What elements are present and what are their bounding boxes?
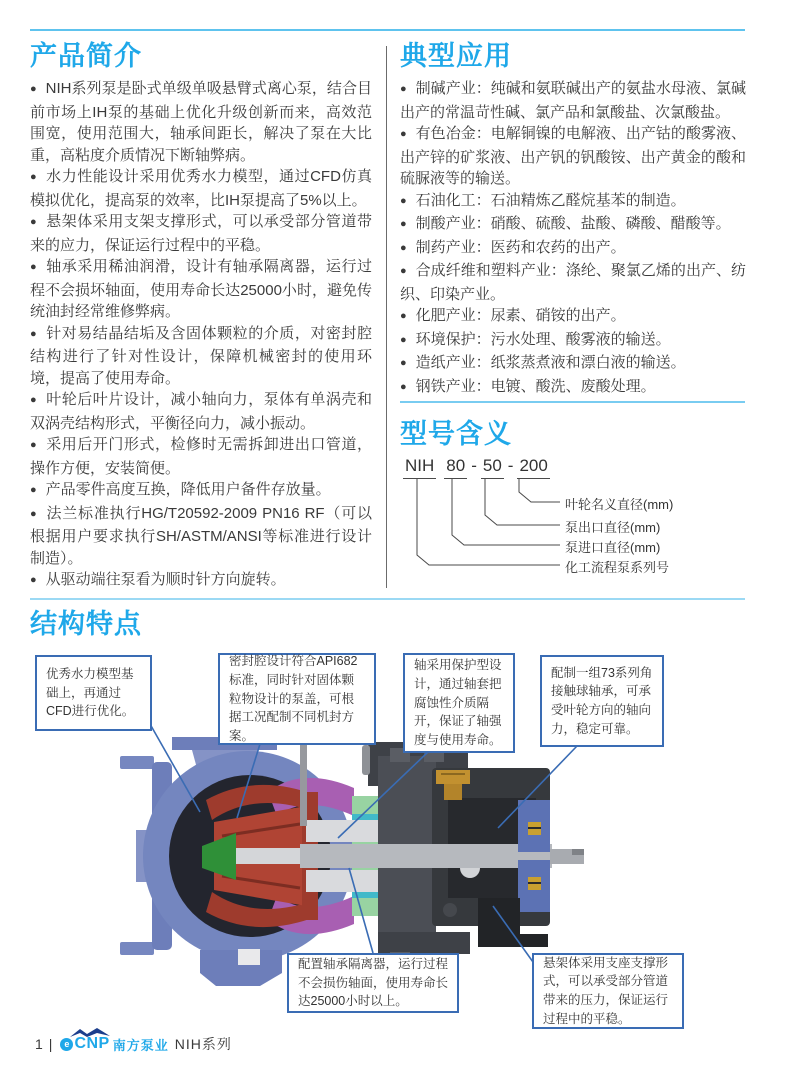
list-item	[30, 323, 372, 390]
bullet-icon: ●	[30, 394, 38, 406]
bullet-text: 水力性能设计采用优秀水力模型，通过CFD仿真模拟优化，提高泵的效率，比IH泵提高了5%以上。	[30, 168, 372, 209]
bullet-text: 采用后开门形式，检修时无需拆卸进出口管道，操作方便，安装简便。	[30, 436, 372, 477]
bullet-icon: ●	[30, 83, 37, 95]
list-item	[400, 237, 746, 261]
bullet-text: 环境保护：污水处理、酸雾液的输送。	[415, 330, 671, 348]
list-item	[400, 123, 746, 190]
footer-separator: |	[48, 1036, 53, 1052]
list-item	[30, 503, 372, 570]
page-number: 1	[35, 1036, 43, 1052]
list-item	[30, 211, 372, 256]
callout-seal-chamber	[218, 653, 376, 745]
callout-hydraulic-model	[35, 655, 152, 731]
section-title-structure: 结构特点	[30, 609, 142, 639]
list-item	[400, 305, 746, 329]
applications-bottom-divider	[400, 401, 745, 403]
model-label-impeller: 叶轮名义直径(mm)	[565, 497, 674, 512]
list-item	[400, 376, 746, 400]
bullet-text: NIH系列泵是卧式单级单吸悬臂式离心泵，结合目前市场上IH泵的基础上优化升级创新而来，高效范围宽，使用范围大，轴承间距长，解决了泵在大比重，高粘度介质情况下断轴弊病。	[30, 80, 372, 164]
bullet-icon: ●	[30, 439, 38, 451]
bullet-icon: ●	[30, 574, 37, 586]
bullet-icon: ●	[400, 83, 407, 95]
page-footer	[35, 1032, 232, 1056]
list-item	[30, 166, 372, 211]
bullet-text: 制酸产业：硝酸、硫酸、盐酸、磷酸、醋酸等。	[415, 215, 731, 232]
cnp-logo	[60, 1035, 168, 1054]
model-label-inlet: 泵进口直径(mm)	[565, 540, 661, 555]
logo-e-icon: e	[60, 1038, 73, 1051]
logo-brand-cn: 南方泵业	[112, 1037, 169, 1053]
product-intro-section	[30, 40, 372, 593]
bullet-icon: ●	[400, 265, 407, 277]
list-item	[400, 329, 746, 353]
bullet-text: 产品零件高度互换，降低用户备件存放量。	[45, 481, 331, 498]
callout-bearing-isolator	[287, 953, 459, 1013]
callout-text: 配制一组73系列角接触球轴承，可承受叶轮方向的轴向力，稳定可靠。	[551, 665, 653, 736]
section-title-intro: 产品简介	[30, 41, 142, 71]
logo-swoosh-icon	[70, 1028, 110, 1037]
logo-brand: CNP	[74, 1035, 110, 1052]
callout-support-frame	[532, 953, 684, 1029]
model-label-series: 化工流程泵系列号	[565, 560, 670, 575]
model-code-separator: -	[507, 456, 514, 475]
list-item	[30, 569, 372, 593]
bullet-icon: ●	[400, 333, 407, 346]
bullet-text: 轴承采用稀油润滑，设计有轴承隔离器，运行过程不会损坏轴面，使用寿命长达25000小时，避免传统油封经常维修弊病。	[30, 258, 372, 320]
bullet-icon: ●	[30, 261, 38, 273]
bullet-icon: ●	[400, 241, 407, 254]
bullet-text: 合成纤维和塑料产业：涤纶、聚氯乙烯的出产、纺织、印染产业。	[400, 262, 746, 303]
intro-bullet-list	[30, 78, 372, 593]
section-title-applications: 典型应用	[400, 41, 512, 71]
list-item	[400, 78, 746, 123]
callout-text: 密封腔设计符合API682标准，同时针对固体颗粒物设计的泵盖，可根据工况配制不同机封方案。	[229, 654, 358, 744]
bullet-icon: ●	[400, 218, 407, 230]
bullet-text: 钢铁产业：电镀、酸洗、废酸处理。	[415, 377, 656, 395]
bullet-icon: ●	[400, 310, 407, 322]
callout-bearings	[540, 655, 664, 747]
section-title-model: 型号含义	[400, 419, 512, 449]
structure-top-divider	[30, 598, 745, 600]
bullet-icon: ●	[400, 357, 407, 369]
model-label-outlet: 泵出口直径(mm)	[565, 520, 661, 535]
model-meaning-section	[400, 418, 746, 588]
bullet-text: 有色冶金：电解铜镍的电解液、出产钴的酸雾液、出产锌的矿浆液、出产钒的钒酸铵、出产黄金的酸和硫脲液等的输送。	[400, 125, 746, 187]
list-item	[30, 256, 372, 323]
series-label: NIH系列	[174, 1036, 232, 1052]
model-code-separator: -	[471, 456, 477, 475]
applications-bullet-list	[400, 78, 746, 399]
callout-text: 配置轴承隔离器，运行过程不会损伤轴面，使用寿命长达25000小时以上。	[298, 956, 449, 1009]
model-code-series: NIH	[403, 456, 436, 479]
bullet-text: 从驱动端往泵看为顺时针方向旋转。	[45, 571, 286, 588]
bullet-text: 石油化工：石油精炼乙醛烷基苯的制造。	[415, 191, 686, 209]
structure-figure	[0, 648, 790, 1048]
bullet-icon: ●	[30, 327, 38, 340]
bullet-text: 叶轮后叶片设计，减小轴向力，泵体有单涡壳和双涡壳结构形式，平衡径向力，减小振动。	[30, 391, 372, 432]
applications-section	[400, 40, 746, 399]
model-code-impeller: 200	[517, 456, 549, 479]
bullet-text: 悬架体采用支架支撑形式，可以承受部分管道带来的应力，保证运行过程中的平稳。	[30, 213, 372, 254]
top-divider	[30, 29, 745, 31]
callout-text: 优秀水力模型基础上，再通过CFD进行优化。	[46, 666, 135, 719]
list-item	[30, 389, 372, 434]
bullet-text: 化肥产业：尿素、硝铵的出产。	[415, 307, 626, 324]
bullet-text: 法兰标准执行HG/T20592-2009 PN16 RF（可以根据用户要求执行SH/ASTM/ANSI等标准进行设计制造）。	[30, 504, 372, 567]
bullet-icon: ●	[30, 171, 38, 183]
list-item	[400, 352, 746, 376]
bullet-icon: ●	[400, 128, 407, 140]
bullet-text: 针对易结晶结垢及含固体颗粒的介质，对密封腔结构进行了针对性设计，保障机械密封的使用环境，提高了使用寿命。	[30, 324, 372, 387]
model-code-outlet: 50	[481, 456, 504, 479]
list-item	[30, 434, 372, 479]
list-item	[30, 78, 372, 166]
list-item	[400, 190, 746, 214]
callout-text: 悬架体采用支座支撑形式，可以承受部分管道带来的压力，保证运行过程中的平稳。	[543, 955, 669, 1026]
list-item	[400, 260, 746, 305]
bullet-icon: ●	[30, 484, 37, 496]
bullet-text: 制碱产业：纯碱和氨联碱出产的氨盐水母液、氯碱出产的常温苛性碱、氯产品和氯酸盐、次氯酸盐。	[400, 80, 746, 121]
bullet-text: 造纸产业：纸浆蒸煮液和漂白液的输送。	[415, 354, 686, 371]
bullet-icon: ●	[30, 216, 38, 228]
bullet-icon: ●	[400, 380, 407, 393]
bullet-icon: ●	[30, 507, 38, 520]
column-divider	[386, 46, 387, 588]
callout-text: 轴采用保护型设计，通过轴套把腐蚀性介质隔开，保证了轴强度与使用寿命。	[414, 658, 502, 748]
list-item	[30, 479, 372, 503]
list-item	[400, 213, 746, 237]
bullet-icon: ●	[400, 194, 407, 207]
callout-shaft-protection	[403, 653, 515, 753]
bullet-text: 制药产业：医药和农药的出产。	[415, 238, 626, 256]
model-code-inlet: 80	[444, 456, 467, 479]
